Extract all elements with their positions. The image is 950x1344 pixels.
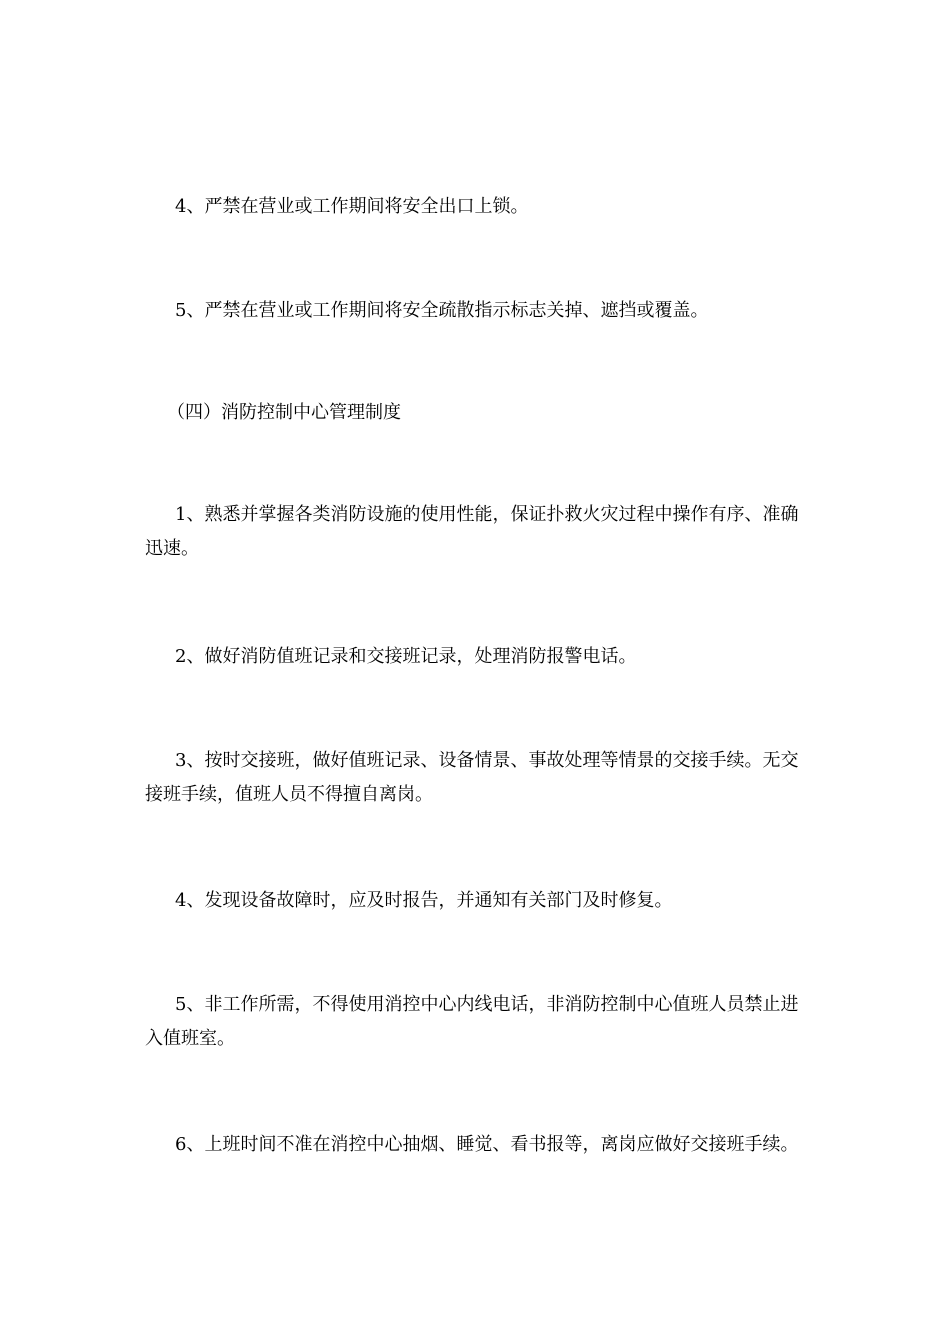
- paragraph-exit-lock: 4、严禁在营业或工作期间将安全出口上锁。: [175, 196, 529, 217]
- paragraph-item-5: 5、非工作所需，不得使用消控中心内线电话，非消防控制中心值班人员禁止进入值班室。: [145, 994, 799, 1049]
- paragraph-item-1: 1、熟悉并掌握各类消防设施的使用性能，保证扑救火灾过程中操作有序、准确迅速。: [145, 504, 799, 559]
- paragraph-item-2: 2、做好消防值班记录和交接班记录，处理消防报警电话。: [175, 646, 637, 667]
- paragraph-item-3: 3、按时交接班，做好值班记录、设备情景、事故处理等情景的交接手续。无交接班手续，值班人员不得擅自离岗。: [145, 750, 799, 805]
- paragraph-item-6: 6、上班时间不准在消控中心抽烟、睡觉、看书报等，离岗应做好交接班手续。: [175, 1134, 799, 1155]
- paragraph-item-4: 4、发现设备故障时，应及时报告，并通知有关部门及时修复。: [175, 890, 673, 911]
- paragraph-evacuation-signs: 5、严禁在营业或工作期间将安全疏散指示标志关掉、遮挡或覆盖。: [175, 300, 709, 321]
- section-heading: （四）消防控制中心管理制度: [167, 402, 401, 423]
